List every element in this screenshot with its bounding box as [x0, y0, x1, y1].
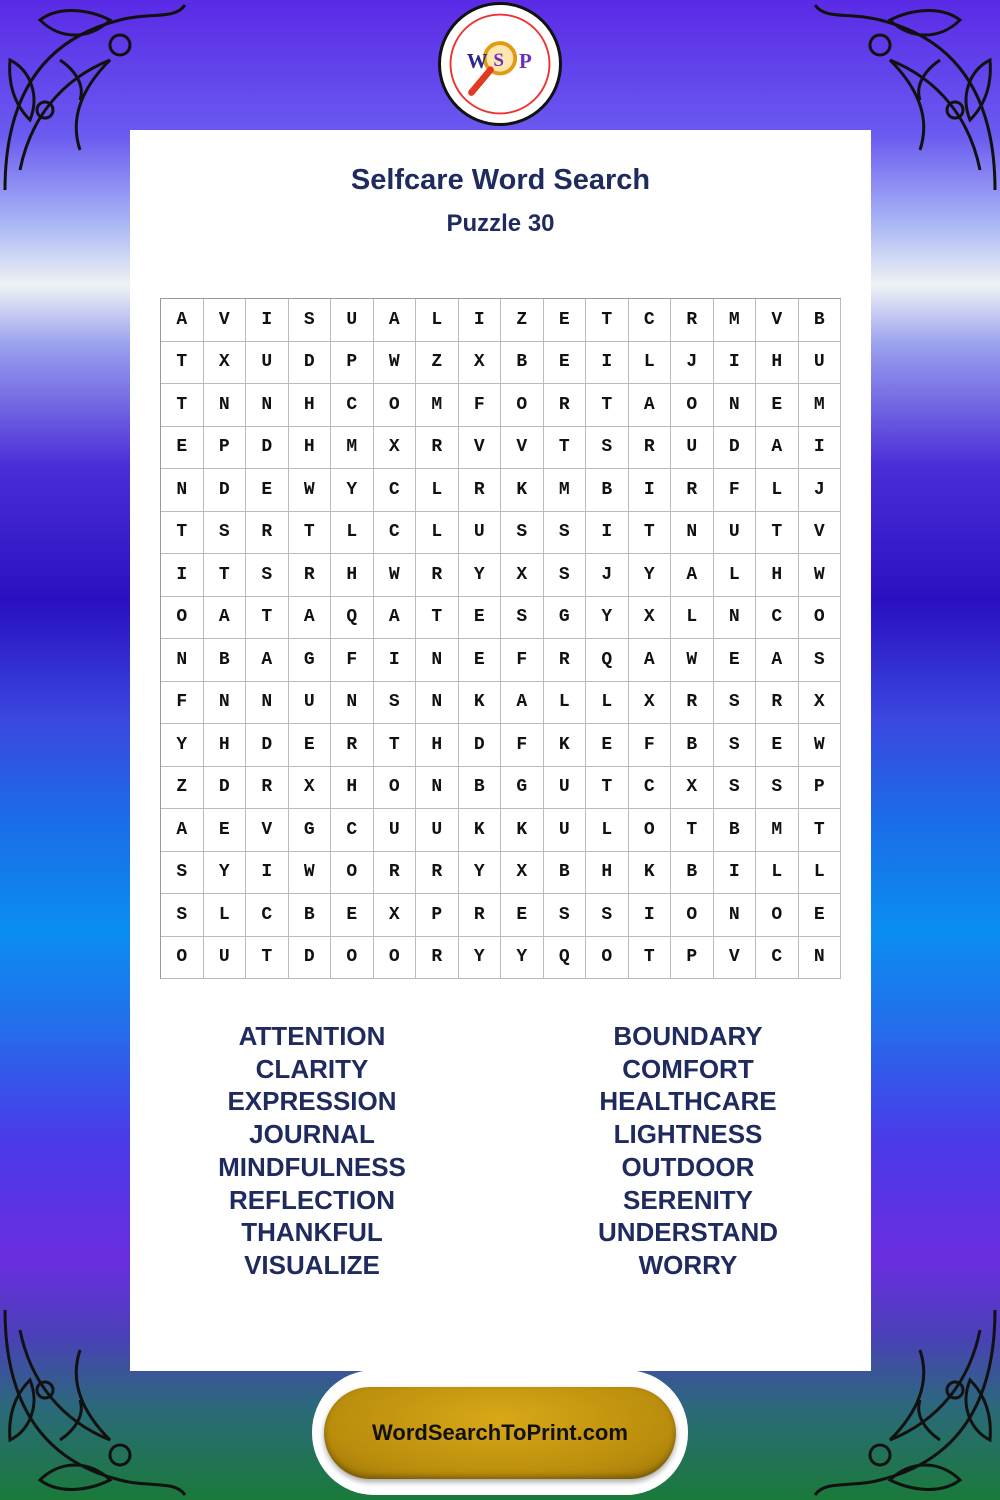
- grid-cell[interactable]: B: [671, 724, 714, 767]
- grid-cell[interactable]: T: [374, 724, 417, 767]
- grid-cell[interactable]: J: [671, 342, 714, 385]
- grid-cell[interactable]: P: [671, 937, 714, 980]
- grid-cell[interactable]: L: [544, 682, 587, 725]
- grid-cell[interactable]: I: [374, 639, 417, 682]
- grid-cell[interactable]: B: [501, 342, 544, 385]
- grid-cell[interactable]: A: [374, 597, 417, 640]
- grid-cell[interactable]: R: [416, 937, 459, 980]
- grid-cell[interactable]: D: [204, 469, 247, 512]
- grid-cell[interactable]: A: [374, 299, 417, 342]
- grid-cell[interactable]: O: [756, 894, 799, 937]
- grid-cell[interactable]: W: [374, 342, 417, 385]
- grid-cell[interactable]: V: [756, 299, 799, 342]
- logo-letter-p: P: [519, 48, 532, 73]
- grid-cell[interactable]: F: [501, 639, 544, 682]
- grid-cell[interactable]: A: [756, 427, 799, 470]
- grid-cell[interactable]: Y: [501, 937, 544, 980]
- grid-cell[interactable]: O: [629, 809, 672, 852]
- grid-cell[interactable]: U: [459, 512, 502, 555]
- grid-cell[interactable]: L: [756, 852, 799, 895]
- grid-cell[interactable]: N: [246, 682, 289, 725]
- grid-cell[interactable]: Q: [544, 937, 587, 980]
- grid-cell[interactable]: T: [629, 937, 672, 980]
- grid-cell[interactable]: C: [246, 894, 289, 937]
- grid-cell[interactable]: P: [331, 342, 374, 385]
- grid-cell[interactable]: M: [714, 299, 757, 342]
- grid-cell[interactable]: U: [416, 809, 459, 852]
- grid-cell[interactable]: Y: [459, 937, 502, 980]
- grid-cell[interactable]: S: [204, 512, 247, 555]
- grid-cell[interactable]: W: [799, 724, 842, 767]
- grid-cell[interactable]: L: [416, 469, 459, 512]
- grid-cell[interactable]: O: [671, 384, 714, 427]
- grid-cell[interactable]: F: [714, 469, 757, 512]
- grid-cell[interactable]: R: [459, 469, 502, 512]
- grid-cell[interactable]: R: [416, 852, 459, 895]
- grid-cell[interactable]: N: [204, 682, 247, 725]
- grid-cell[interactable]: U: [246, 342, 289, 385]
- grid-cell[interactable]: E: [459, 597, 502, 640]
- grid-cell[interactable]: P: [204, 427, 247, 470]
- grid-cell[interactable]: N: [671, 512, 714, 555]
- word-item: JOURNAL: [249, 1119, 375, 1150]
- grid-cell[interactable]: X: [671, 767, 714, 810]
- grid-cell[interactable]: U: [799, 342, 842, 385]
- grid-cell[interactable]: D: [289, 342, 332, 385]
- grid-cell[interactable]: W: [289, 852, 332, 895]
- logo-letter-s: S: [493, 49, 504, 71]
- grid-cell[interactable]: R: [459, 894, 502, 937]
- grid-cell[interactable]: A: [161, 299, 204, 342]
- grid-cell[interactable]: U: [671, 427, 714, 470]
- grid-cell[interactable]: I: [246, 299, 289, 342]
- grid-cell[interactable]: N: [714, 894, 757, 937]
- grid-cell[interactable]: C: [374, 469, 417, 512]
- grid-cell[interactable]: T: [416, 597, 459, 640]
- grid-cell[interactable]: G: [501, 767, 544, 810]
- grid-cell[interactable]: H: [416, 724, 459, 767]
- word-item: ATTENTION: [238, 1021, 386, 1051]
- grid-cell[interactable]: E: [331, 894, 374, 937]
- word-item: UNDERSTAND: [597, 1217, 779, 1248]
- grid-cell[interactable]: K: [544, 724, 587, 767]
- grid-cell[interactable]: A: [289, 597, 332, 640]
- grid-cell[interactable]: H: [331, 554, 374, 597]
- grid-cell[interactable]: Y: [331, 469, 374, 512]
- grid-cell[interactable]: O: [374, 937, 417, 980]
- grid-cell[interactable]: H: [331, 767, 374, 810]
- grid-cell[interactable]: M: [756, 809, 799, 852]
- grid-cell[interactable]: S: [289, 299, 332, 342]
- grid-cell[interactable]: I: [714, 342, 757, 385]
- grid-cell[interactable]: I: [629, 469, 672, 512]
- grid-cell[interactable]: X: [204, 342, 247, 385]
- grid-cell[interactable]: E: [459, 639, 502, 682]
- grid-cell[interactable]: B: [459, 767, 502, 810]
- grid-cell[interactable]: Q: [331, 597, 374, 640]
- grid-cell[interactable]: U: [374, 809, 417, 852]
- word-list-right: [538, 1020, 838, 1282]
- grid-cell[interactable]: I: [586, 342, 629, 385]
- grid-cell[interactable]: C: [629, 767, 672, 810]
- grid-cell[interactable]: M: [331, 427, 374, 470]
- grid-cell[interactable]: L: [586, 809, 629, 852]
- grid-cell[interactable]: S: [586, 427, 629, 470]
- grid-cell[interactable]: X: [501, 554, 544, 597]
- grid-cell[interactable]: I: [459, 299, 502, 342]
- grid-cell[interactable]: N: [416, 639, 459, 682]
- grid-cell[interactable]: D: [289, 937, 332, 980]
- grid-cell[interactable]: T: [586, 299, 629, 342]
- grid-cell[interactable]: A: [671, 554, 714, 597]
- grid-cell[interactable]: G: [544, 597, 587, 640]
- grid-cell[interactable]: L: [416, 299, 459, 342]
- grid-cell[interactable]: M: [799, 384, 842, 427]
- grid-cell[interactable]: B: [799, 299, 842, 342]
- grid-cell[interactable]: R: [671, 299, 714, 342]
- grid-cell[interactable]: C: [756, 597, 799, 640]
- grid-cell[interactable]: C: [331, 809, 374, 852]
- grid-cell[interactable]: C: [331, 384, 374, 427]
- grid-cell[interactable]: O: [374, 384, 417, 427]
- grid-cell[interactable]: C: [629, 299, 672, 342]
- grid-cell[interactable]: L: [204, 894, 247, 937]
- grid-cell[interactable]: L: [756, 469, 799, 512]
- grid-cell[interactable]: V: [714, 937, 757, 980]
- grid-cell[interactable]: N: [714, 597, 757, 640]
- grid-cell[interactable]: L: [671, 597, 714, 640]
- grid-cell[interactable]: S: [544, 512, 587, 555]
- grid-cell[interactable]: S: [161, 894, 204, 937]
- grid-cell[interactable]: X: [629, 682, 672, 725]
- word-item: REFLECTION: [228, 1184, 396, 1215]
- word-list-left: [162, 1020, 462, 1282]
- grid-cell[interactable]: U: [204, 937, 247, 980]
- grid-cell[interactable]: A: [246, 639, 289, 682]
- grid-cell[interactable]: N: [204, 384, 247, 427]
- grid-cell[interactable]: R: [246, 767, 289, 810]
- grid-cell[interactable]: T: [586, 384, 629, 427]
- grid-cell[interactable]: E: [714, 639, 757, 682]
- word-item: BOUNDARY: [613, 1021, 763, 1051]
- grid-cell[interactable]: T: [246, 937, 289, 980]
- grid-cell[interactable]: E: [756, 724, 799, 767]
- grid-cell[interactable]: X: [374, 427, 417, 470]
- grid-cell[interactable]: X: [289, 767, 332, 810]
- grid-cell[interactable]: N: [799, 937, 842, 980]
- grid-cell[interactable]: F: [501, 724, 544, 767]
- grid-cell[interactable]: Z: [501, 299, 544, 342]
- grid-cell[interactable]: U: [331, 299, 374, 342]
- grid-cell[interactable]: D: [246, 427, 289, 470]
- grid-cell[interactable]: L: [799, 852, 842, 895]
- grid-cell[interactable]: U: [714, 512, 757, 555]
- word-item: VISUALIZE: [244, 1249, 380, 1280]
- grid-cell[interactable]: R: [416, 427, 459, 470]
- grid-cell[interactable]: A: [501, 682, 544, 725]
- word-item: CLARITY: [255, 1053, 369, 1084]
- grid-cell[interactable]: I: [246, 852, 289, 895]
- grid-cell[interactable]: T: [671, 809, 714, 852]
- grid-cell[interactable]: V: [799, 512, 842, 555]
- grid-cell[interactable]: R: [544, 384, 587, 427]
- grid-cell[interactable]: R: [671, 682, 714, 725]
- grid-cell[interactable]: O: [161, 597, 204, 640]
- grid-cell[interactable]: S: [714, 724, 757, 767]
- word-item: WORRY: [638, 1249, 738, 1280]
- grid-cell[interactable]: Y: [459, 554, 502, 597]
- word-item: HEALTHCARE: [599, 1086, 777, 1117]
- word-item: EXPRESSION: [227, 1086, 397, 1117]
- grid-cell[interactable]: B: [714, 809, 757, 852]
- grid-cell[interactable]: N: [331, 682, 374, 725]
- grid-cell[interactable]: S: [756, 767, 799, 810]
- grid-cell[interactable]: Q: [586, 639, 629, 682]
- website-link-button[interactable]: WordSearchToPrint.com: [324, 1387, 676, 1479]
- grid-cell[interactable]: E: [799, 894, 842, 937]
- grid-cell[interactable]: W: [374, 554, 417, 597]
- grid-cell[interactable]: H: [756, 554, 799, 597]
- grid-cell[interactable]: V: [204, 299, 247, 342]
- grid-cell[interactable]: B: [204, 639, 247, 682]
- grid-cell[interactable]: J: [799, 469, 842, 512]
- grid-cell[interactable]: Y: [161, 724, 204, 767]
- grid-cell[interactable]: O: [671, 894, 714, 937]
- grid-cell[interactable]: T: [246, 597, 289, 640]
- word-item: OUTDOOR: [621, 1151, 755, 1182]
- grid-cell[interactable]: V: [246, 809, 289, 852]
- grid-cell[interactable]: S: [161, 852, 204, 895]
- grid-cell[interactable]: K: [501, 809, 544, 852]
- grid-cell[interactable]: O: [501, 384, 544, 427]
- grid-cell[interactable]: F: [161, 682, 204, 725]
- grid-cell[interactable]: O: [586, 937, 629, 980]
- grid-cell[interactable]: Y: [459, 852, 502, 895]
- grid-cell[interactable]: O: [374, 767, 417, 810]
- grid-cell[interactable]: D: [714, 427, 757, 470]
- grid-cell[interactable]: X: [501, 852, 544, 895]
- grid-cell[interactable]: D: [246, 724, 289, 767]
- word-item: LIGHTNESS: [613, 1119, 763, 1150]
- grid-cell[interactable]: T: [586, 767, 629, 810]
- grid-cell[interactable]: N: [161, 639, 204, 682]
- grid-cell[interactable]: R: [416, 554, 459, 597]
- grid-cell[interactable]: X: [799, 682, 842, 725]
- grid-cell[interactable]: E: [544, 299, 587, 342]
- grid-cell[interactable]: N: [246, 384, 289, 427]
- grid-cell[interactable]: E: [204, 809, 247, 852]
- grid-cell[interactable]: H: [586, 852, 629, 895]
- word-item: THANKFUL: [241, 1217, 383, 1248]
- grid-cell[interactable]: W: [671, 639, 714, 682]
- puzzle-number: Puzzle 30: [446, 210, 555, 237]
- grid-cell[interactable]: V: [501, 427, 544, 470]
- grid-cell[interactable]: K: [459, 682, 502, 725]
- grid-cell[interactable]: T: [756, 512, 799, 555]
- grid-cell[interactable]: A: [629, 639, 672, 682]
- grid-cell[interactable]: J: [586, 554, 629, 597]
- grid-cell[interactable]: R: [544, 639, 587, 682]
- grid-cell[interactable]: I: [629, 894, 672, 937]
- grid-cell[interactable]: E: [756, 384, 799, 427]
- letter-grid: [160, 298, 841, 979]
- grid-cell[interactable]: E: [289, 724, 332, 767]
- grid-cell[interactable]: F: [331, 639, 374, 682]
- grid-cell[interactable]: R: [289, 554, 332, 597]
- grid-cell[interactable]: T: [161, 384, 204, 427]
- grid-cell[interactable]: B: [586, 469, 629, 512]
- grid-cell[interactable]: S: [799, 639, 842, 682]
- grid-cell[interactable]: T: [799, 809, 842, 852]
- grid-cell[interactable]: V: [459, 427, 502, 470]
- grid-cell[interactable]: T: [161, 342, 204, 385]
- grid-cell[interactable]: Y: [586, 597, 629, 640]
- grid-cell[interactable]: T: [161, 512, 204, 555]
- grid-cell[interactable]: T: [629, 512, 672, 555]
- word-item: MINDFULNESS: [218, 1151, 406, 1182]
- grid-cell[interactable]: P: [416, 894, 459, 937]
- grid-cell[interactable]: E: [161, 427, 204, 470]
- grid-cell[interactable]: B: [289, 894, 332, 937]
- grid-cell[interactable]: L: [714, 554, 757, 597]
- grid-cell[interactable]: S: [501, 597, 544, 640]
- grid-cell[interactable]: B: [671, 852, 714, 895]
- grid-cell[interactable]: O: [799, 597, 842, 640]
- grid-cell[interactable]: I: [586, 512, 629, 555]
- grid-cell[interactable]: A: [756, 639, 799, 682]
- grid-cell[interactable]: R: [629, 427, 672, 470]
- grid-cell[interactable]: O: [161, 937, 204, 980]
- word-item: COMFORT: [622, 1053, 754, 1084]
- grid-cell[interactable]: R: [374, 852, 417, 895]
- puzzle-card: [130, 130, 871, 1371]
- grid-cell[interactable]: I: [714, 852, 757, 895]
- wsp-logo: [438, 2, 562, 126]
- grid-cell[interactable]: K: [459, 809, 502, 852]
- grid-cell[interactable]: D: [204, 767, 247, 810]
- grid-cell[interactable]: E: [246, 469, 289, 512]
- grid-cell[interactable]: H: [289, 427, 332, 470]
- grid-cell[interactable]: Z: [416, 342, 459, 385]
- grid-cell[interactable]: B: [544, 852, 587, 895]
- grid-cell[interactable]: L: [586, 682, 629, 725]
- grid-cell[interactable]: S: [544, 554, 587, 597]
- grid-cell[interactable]: T: [289, 512, 332, 555]
- grid-cell[interactable]: Y: [204, 852, 247, 895]
- grid-cell[interactable]: G: [289, 639, 332, 682]
- grid-cell[interactable]: U: [289, 682, 332, 725]
- grid-cell[interactable]: O: [331, 937, 374, 980]
- grid-cell[interactable]: K: [501, 469, 544, 512]
- grid-cell[interactable]: L: [331, 512, 374, 555]
- grid-cell[interactable]: E: [544, 342, 587, 385]
- grid-cell[interactable]: A: [204, 597, 247, 640]
- grid-cell[interactable]: E: [586, 724, 629, 767]
- grid-cell[interactable]: R: [246, 512, 289, 555]
- grid-cell[interactable]: O: [331, 852, 374, 895]
- grid-cell[interactable]: D: [459, 724, 502, 767]
- grid-cell[interactable]: H: [756, 342, 799, 385]
- grid-cell[interactable]: C: [374, 512, 417, 555]
- logo-letter-w: W: [466, 48, 488, 73]
- grid-cell[interactable]: K: [629, 852, 672, 895]
- grid-cell[interactable]: H: [289, 384, 332, 427]
- grid-cell[interactable]: I: [799, 427, 842, 470]
- grid-cell[interactable]: X: [459, 342, 502, 385]
- grid-cell[interactable]: X: [374, 894, 417, 937]
- grid-cell[interactable]: M: [544, 469, 587, 512]
- grid-cell[interactable]: Z: [161, 767, 204, 810]
- grid-cell[interactable]: E: [501, 894, 544, 937]
- grid-cell[interactable]: X: [629, 597, 672, 640]
- grid-cell[interactable]: G: [289, 809, 332, 852]
- grid-cell[interactable]: S: [246, 554, 289, 597]
- grid-cell[interactable]: F: [629, 724, 672, 767]
- grid-cell[interactable]: S: [501, 512, 544, 555]
- grid-cell[interactable]: N: [714, 384, 757, 427]
- grid-cell[interactable]: U: [544, 809, 587, 852]
- grid-cell[interactable]: S: [374, 682, 417, 725]
- grid-cell[interactable]: H: [204, 724, 247, 767]
- grid-cell[interactable]: R: [756, 682, 799, 725]
- grid-cell[interactable]: W: [799, 554, 842, 597]
- grid-cell[interactable]: R: [331, 724, 374, 767]
- grid-cell[interactable]: I: [161, 554, 204, 597]
- page-title: Selfcare Word Search: [350, 164, 651, 196]
- grid-cell[interactable]: N: [416, 682, 459, 725]
- grid-cell[interactable]: A: [161, 809, 204, 852]
- grid-cell[interactable]: M: [416, 384, 459, 427]
- grid-cell[interactable]: S: [714, 767, 757, 810]
- grid-cell[interactable]: U: [544, 767, 587, 810]
- grid-cell[interactable]: S: [544, 894, 587, 937]
- grid-cell[interactable]: L: [416, 512, 459, 555]
- grid-cell[interactable]: Y: [629, 554, 672, 597]
- grid-cell[interactable]: N: [161, 469, 204, 512]
- grid-cell[interactable]: N: [416, 767, 459, 810]
- grid-cell[interactable]: W: [289, 469, 332, 512]
- grid-cell[interactable]: S: [714, 682, 757, 725]
- grid-cell[interactable]: C: [756, 937, 799, 980]
- grid-cell[interactable]: A: [629, 384, 672, 427]
- grid-cell[interactable]: R: [671, 469, 714, 512]
- grid-cell[interactable]: L: [629, 342, 672, 385]
- grid-cell[interactable]: T: [544, 427, 587, 470]
- grid-cell[interactable]: T: [204, 554, 247, 597]
- grid-cell[interactable]: P: [799, 767, 842, 810]
- grid-cell[interactable]: S: [586, 894, 629, 937]
- grid-cell[interactable]: F: [459, 384, 502, 427]
- word-item: SERENITY: [622, 1184, 754, 1215]
